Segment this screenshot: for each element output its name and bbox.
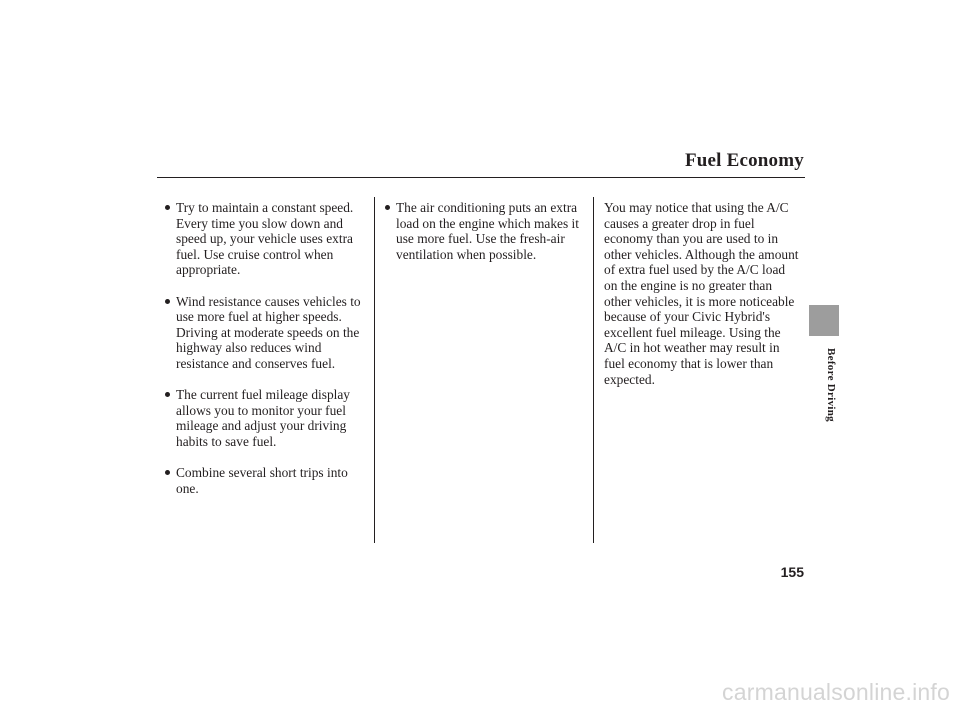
section-label: Before Driving — [825, 348, 837, 422]
page-title: Fuel Economy — [684, 150, 804, 171]
right-column — [604, 200, 799, 387]
section-tab — [809, 305, 839, 336]
ac-note-paragraph: You may notice that using the A/C causes a greater drop in fuel economy than you are used to in other vehicles. Although the amount of extra fuel used by the A/C load on the engine is no greater than other vehicles, it is more noticeable because of your Civic Hybrid's excellent fuel mileage. Using the A/C in hot weather may result in fuel economy that is lower than expected. — [604, 200, 799, 387]
bullet-icon — [165, 299, 170, 304]
page-number: 155 — [780, 564, 804, 580]
bullet-text: Wind resistance causes vehicles to use more fuel at higher speeds. Driving at moderate speeds on the highway also reduces wind resistance and conserves fuel. — [176, 293, 361, 371]
bullet-icon — [165, 470, 170, 475]
bullet-item — [385, 200, 590, 262]
middle-column — [385, 200, 590, 278]
bullet-text: The air conditioning puts an extra load on the engine which makes it use more fuel. Use the fresh-air ventilation when possible. — [396, 200, 579, 262]
bullet-text: Try to maintain a constant speed. Every time you slow down and speed up, your vehicle uses extra fuel. Use cruise control when appropriate. — [176, 200, 354, 278]
column-divider-2 — [593, 197, 594, 543]
column-divider-1 — [374, 197, 375, 543]
bullet-item — [165, 387, 370, 449]
bullet-item — [165, 200, 370, 278]
bullet-item — [165, 465, 370, 496]
bullet-icon — [385, 205, 390, 210]
left-column — [165, 200, 370, 512]
bullet-text: Combine several short trips into one. — [176, 465, 348, 496]
bullet-item — [165, 294, 370, 372]
bullet-text: The current fuel mileage display allows you to monitor your fuel mileage and adjust your driving habits to save fuel. — [176, 387, 351, 449]
bullet-icon — [165, 392, 170, 397]
bullet-icon — [165, 205, 170, 210]
watermark: carmanualsonline.info — [722, 679, 950, 705]
title-rule — [157, 177, 805, 178]
